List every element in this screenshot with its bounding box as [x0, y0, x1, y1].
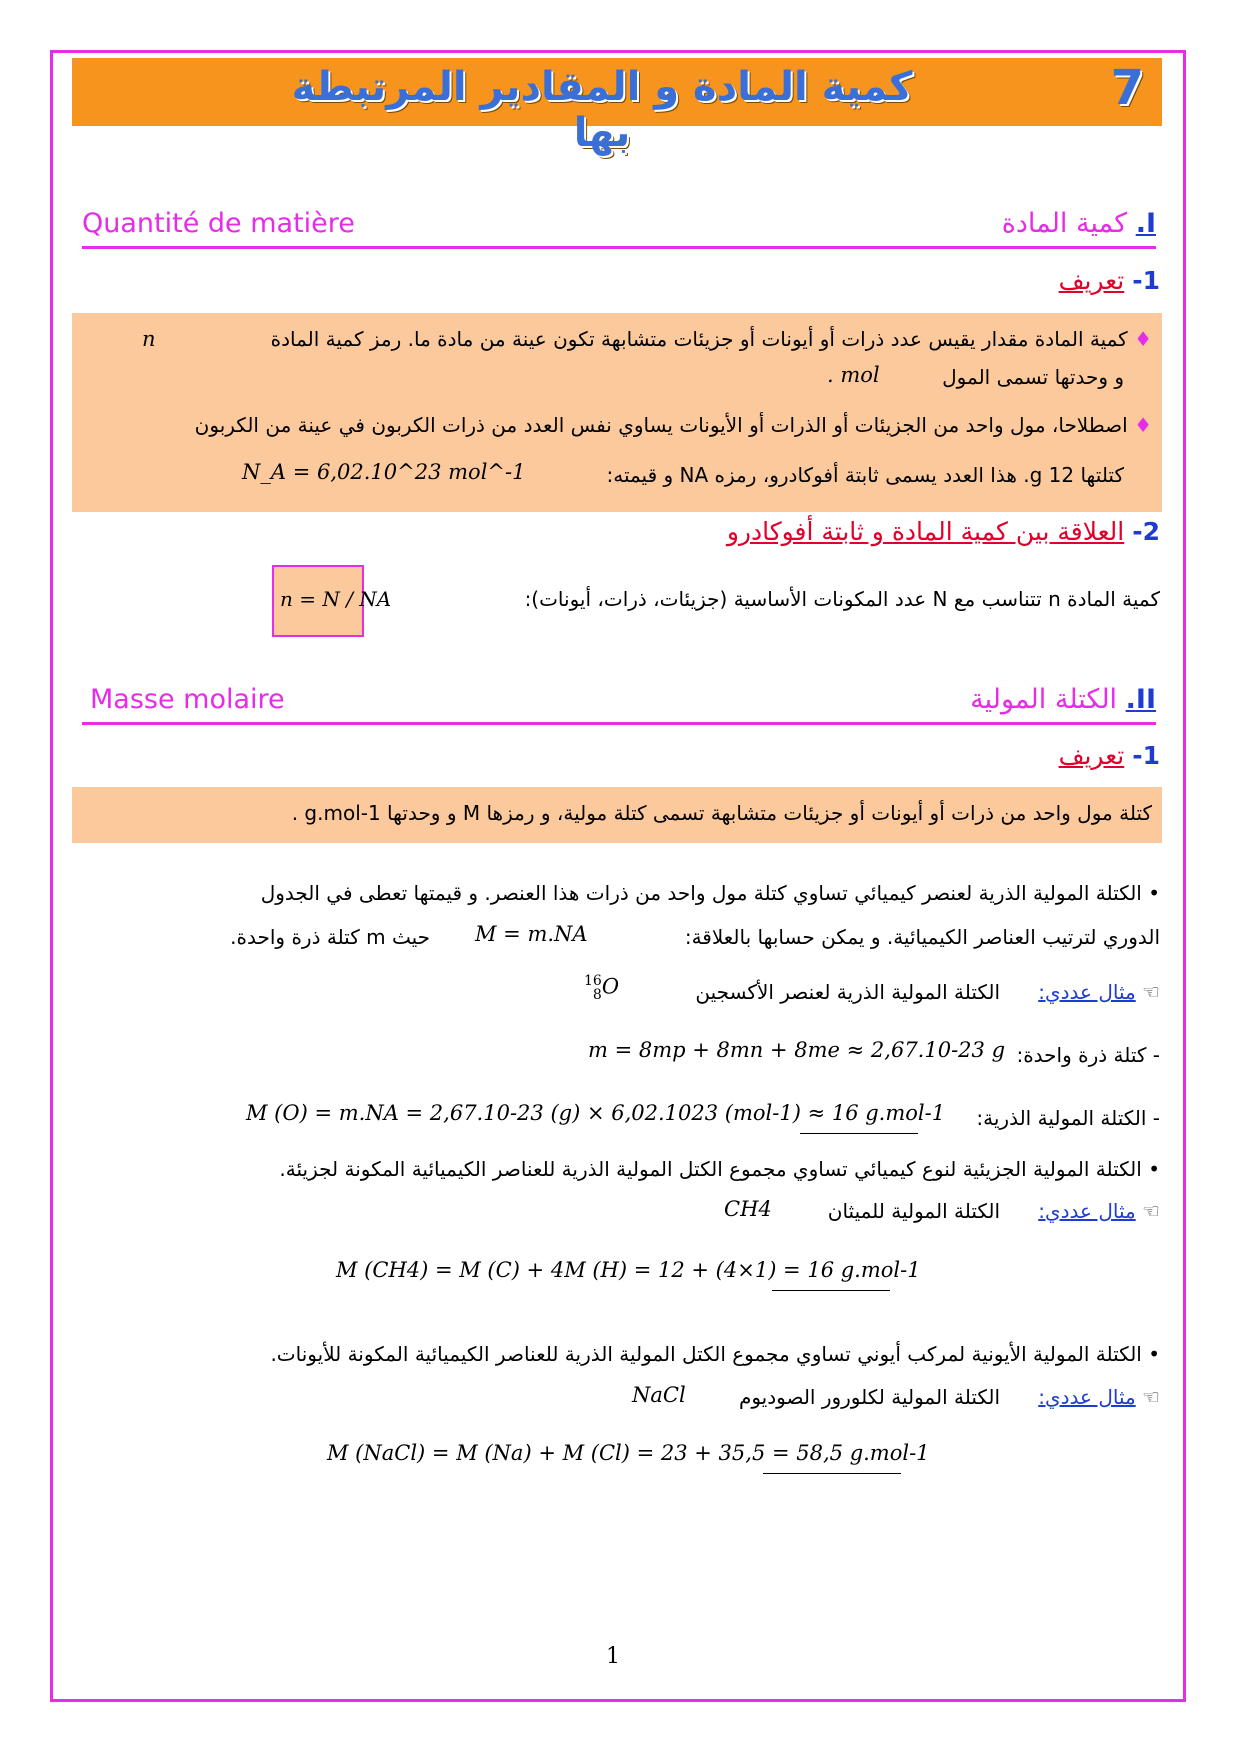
- example-2-line: ☜ مثال عددي: الكتلة المولية للميثان: [827, 1199, 1160, 1223]
- example-2-formula: M (CH4) = M (C) + 4M (H) = 12 + (4×1) = 16 g.mol-1: [336, 1258, 921, 1282]
- pointing-hand-icon: ☜: [1142, 1199, 1160, 1223]
- ionic-molar-mass-line: • الكتلة المولية الأيونية لمركب أيوني تساوي مجموع الكتل المولية الذرية للعناصر الكيميائية المكونة للأيونات.: [270, 1342, 1160, 1366]
- definition-box-2: [72, 787, 1162, 843]
- section-1-title-ar: I. كمية المادة: [1001, 208, 1156, 239]
- atomic-molar-mass-formula: M = m.NA: [475, 922, 588, 946]
- section-2-sub-1: 1- تعريف: [1058, 741, 1160, 770]
- section-1-sub-2: 2- العلاقة بين كمية المادة و ثابتة أفوكادرو: [726, 517, 1160, 546]
- chapter-number: 7: [1110, 60, 1144, 116]
- section-2-header: [82, 684, 1156, 725]
- pointing-hand-icon: ☜: [1142, 980, 1160, 1004]
- methane-symbol: CH4: [724, 1197, 772, 1221]
- section-2-title-ar: II. الكتلة المولية: [970, 684, 1156, 715]
- unit-mol: . mol: [827, 363, 880, 387]
- example-1-molar-mass-label: - الكتلة المولية الذرية:: [976, 1106, 1160, 1130]
- title-bar: [72, 58, 1162, 156]
- atomic-molar-mass-line-1: • الكتلة المولية الذرية لعنصر كيميائي تساوي كتلة مول واحد من ذرات هذا العنصر. و قيمتها تعطى في الجدول: [260, 881, 1160, 905]
- section-1-sub-1: 1- تعريف: [1058, 266, 1160, 295]
- bullet-2-line-2: كتلتها 12 g. هذا العدد يسمى ثابتة أفوكادرو، رمزه NA و قيمته:: [606, 463, 1124, 487]
- section-1-header: [82, 208, 1156, 249]
- symbol-n: n: [142, 327, 156, 351]
- example-3-line: ☜ مثال عددي: الكتلة المولية لكلورور الصوديوم: [738, 1385, 1160, 1409]
- relation-formula: n = N / NA: [280, 587, 392, 611]
- relation-text: كمية المادة n تتناسب مع N عدد المكونات الأساسية (جزيئات، ذرات، أيونات):: [524, 587, 1160, 611]
- example-1-atom-mass-formula: m = 8mp + 8mn + 8me ≈ 2,67.10-23 g: [588, 1038, 1006, 1062]
- page-number: 1: [606, 1644, 620, 1669]
- example-3-formula: M (NaCl) = M (Na) + M (Cl) = 23 + 35,5 = 58,5 g.mol-1: [327, 1441, 930, 1465]
- example-1-atom-mass-label: - كتلة ذرة واحدة:: [1016, 1043, 1160, 1067]
- example-1-molar-mass-formula: M (O) = m.NA = 2,67.10-23 (g) × 6,02.1023 (mol-1) ≈ 16 g.mol-1: [246, 1101, 946, 1125]
- molecular-molar-mass-line: • الكتلة المولية الجزيئية لنوع كيميائي تساوي مجموع الكتل المولية الذرية للعناصر الكيميائية المكونة لجزيئة.: [279, 1157, 1160, 1181]
- oxygen-symbol: 16 8 O: [584, 973, 620, 1003]
- section-2-title-fr: Masse molaire: [90, 684, 285, 715]
- bullet-2-line-1: ♦ اصطلاحا، مول واحد من الجزيئات أو الذرات أو الأيونات يساوي نفس العدد من ذرات الكربون في عينة من الكربون: [194, 413, 1152, 437]
- atomic-molar-mass-line-2: الدوري لترتيب العناصر الكيميائية. و يمكن حسابها بالعلاقة:: [684, 925, 1160, 949]
- nacl-symbol: NaCl: [632, 1383, 686, 1407]
- result-underline: [772, 1290, 890, 1291]
- diamond-bullet-icon: ♦: [1134, 413, 1152, 437]
- result-underline: [800, 1133, 918, 1134]
- atomic-molar-mass-line-2-end: حيث m كتلة ذرة واحدة.: [230, 925, 430, 949]
- definition-box-1: [72, 313, 1162, 512]
- page-title: كمية المادة و المقادير المرتبطة بها: [291, 64, 913, 156]
- relation-formula-box: [272, 565, 392, 637]
- pointing-hand-icon: ☜: [1142, 1385, 1160, 1409]
- bullet-1-line-1: ♦ كمية المادة مقدار يقيس عدد ذرات أو أيونات أو جزيئات متشابهة تكون عينة من مادة ما. رمز كمية المادة: [270, 327, 1152, 351]
- example-1-line: ☜ مثال عددي: الكتلة المولية الذرية لعنصر الأكسجين: [695, 980, 1160, 1004]
- result-underline: [763, 1473, 901, 1474]
- molar-mass-definition: كتلة مول واحد من ذرات أو أيونات أو جزيئات متشابهة تسمى كتلة مولية، و رمزها M و وحدتها g.mol-1 .: [291, 801, 1152, 825]
- section-1-title-fr: Quantité de matière: [82, 208, 355, 239]
- diamond-bullet-icon: ♦: [1134, 327, 1152, 351]
- bullet-1-line-2: و وحدتها تسمى المول: [942, 365, 1124, 389]
- avogadro-constant-formula: N_A = 6,02.10^23 mol^-1: [242, 460, 526, 484]
